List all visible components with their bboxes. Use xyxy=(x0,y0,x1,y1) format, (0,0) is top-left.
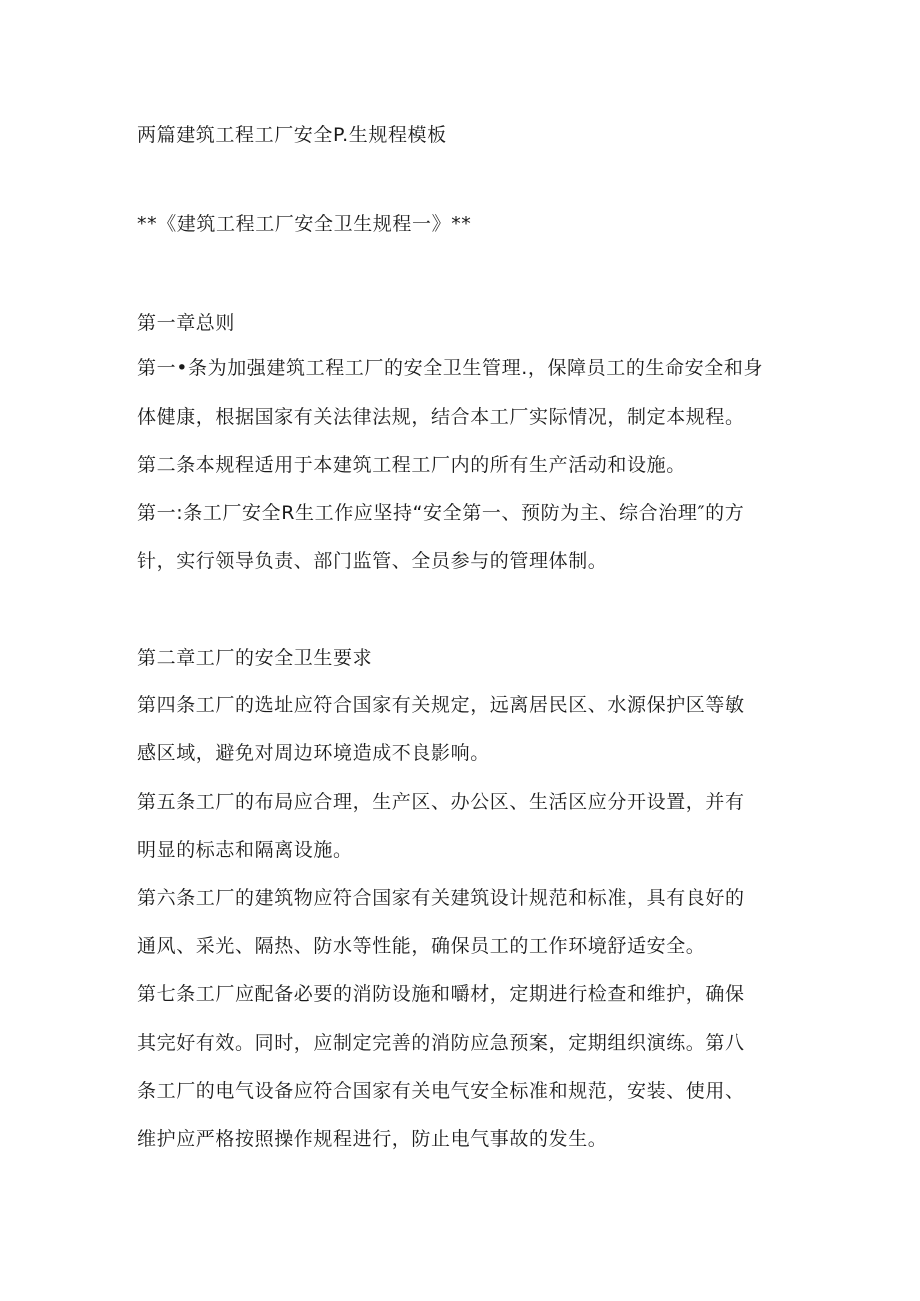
article-5-line-1: 第五条工厂的布局应合理，生产区、办公区、生活区应分开设置，并有 xyxy=(137,791,745,813)
article-4-line-2: 感区域，避免对周边环境造成不良影响。 xyxy=(137,742,490,764)
article-6-line-1: 第六条工厂的建筑物应符合国家有关建筑设计规范和标准，具有良好的 xyxy=(137,887,745,909)
article-7-line-1: 第七条工厂应配备必要的消防设施和嚼材，定期进行检查和维护，确保 xyxy=(137,983,745,1005)
article-1-line-1: 第一•条为加强建筑工程工厂的安全卫生管理.，保障员工的生命安全和身 xyxy=(137,357,764,379)
article-7-line-2: 其完好有效。同时，应制定完善的消防应急预案，定期组织演练。第八 xyxy=(137,1032,745,1054)
chapter-2-heading: 第二章工厂的安全卫生要求 xyxy=(137,647,373,669)
article-3-line-2: 针，实行领导负责、部门监管、全员参与的管理体制。 xyxy=(137,550,608,572)
article-8-line-2: 维护应严格按照操作规程进行，防止电气事故的发生。 xyxy=(137,1128,608,1150)
article-8-line-1: 条工厂的电气设备应符合国家有关电气安全标准和规范，安装、使用、 xyxy=(137,1080,745,1102)
document-title: 两篇建筑工程工厂安全P.生规程模板 xyxy=(137,124,447,146)
article-4-line-1: 第四条工厂的选址应符合国家有关规定，远离居民区、水源保护区等敏 xyxy=(137,694,745,716)
article-5-line-2: 明显的标志和隔离设施。 xyxy=(137,839,353,861)
article-1-line-2: 体健康，根据国家有关法律法规，结合本工厂实际情况，制定本规程。 xyxy=(137,406,745,428)
article-2: 第二条本规程适用于本建筑工程工厂内的所有生产活动和设施。 xyxy=(137,454,686,476)
article-3-line-1: 第一:条工厂安全R生工作应坚持“安全第一、预防为主、综合治理″的方 xyxy=(137,502,745,524)
article-6-line-2: 通风、采光、隔热、防水等性能，确保员工的工作环境舒适安全。 xyxy=(137,935,706,957)
chapter-1-heading: 第一章总则 xyxy=(137,312,236,334)
document-subtitle: **《建筑工程工厂安全卫生规程一》** xyxy=(137,213,472,235)
